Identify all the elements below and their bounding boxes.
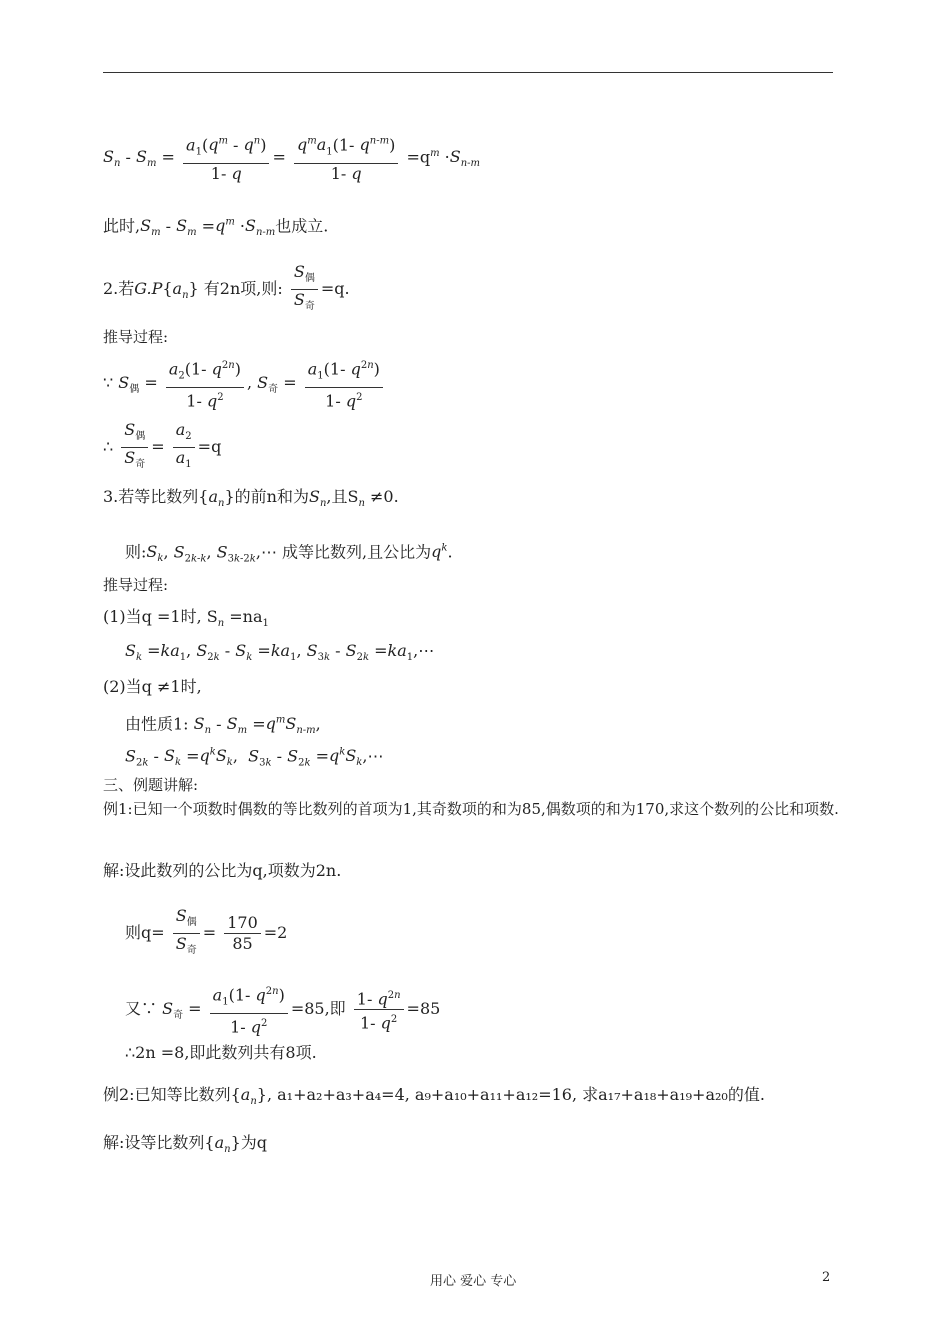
formula-ratio-q: ∴ $\frac{S_偶}{S_奇}$ = $\frac{a_2}{a_1}$ =q	[103, 420, 221, 475]
example-1-odd-sum: 又∵ $S_奇$ = $\frac{a_1(1- q^{2n})}{1- q^2}$ =85,即 $\frac{1- q^{2n}}{1- q^2}$ =85	[125, 985, 441, 1036]
property-3-conclusion: 则$:S_k$, $S_{2k-k}$, $S_{3k-2k},\cdots$ 成等比数列,且公比为$q^k$.	[125, 542, 453, 565]
example-2-text: 例2:已知等比数列$\{a_n\}$, a₁+a₂+a₃+a₄=4, a₉+a₁₀+a₁₁+a₁₂=16, 求a₁₇+a₁₈+a₁₉+a₂₀的值.	[103, 1085, 765, 1108]
footer-text: 用心 爱心 专心	[430, 1274, 517, 1289]
case-2: (2)当q ≠1时,	[103, 677, 202, 696]
case-2-property: 由性质1: $S_n - S_m =q^mS_{n-m}$,	[125, 714, 321, 737]
section-title: 三、例题讲解:	[103, 776, 199, 794]
example-2-solution: 解:设等比数列$\{a_n\}$为q	[103, 1133, 268, 1156]
derive-heading-2: 推导过程:	[103, 576, 169, 594]
case-1-detail: $S_k =ka_1$, $S_{2k} - S_k =ka_1$, $S_{3k} - S_{2k}$ $=ka_1,\cdots$	[125, 641, 435, 664]
formula-s-even-odd: ∵ $S_偶$ = $\frac{a_2(1- q^{2n})}{1- q^2}$ , $S_奇$ = $\frac{a_1(1- q^{2n})}{1- q^2}$	[103, 356, 386, 411]
formula-sn-minus-sm: $S_n - S_m$ = $\frac{a_1(q^m - q^n)}{1- q}$ = $\frac{q^ma_1(1- q^{n-m})}{1- q}$ $=q^m \cdot S_{n-m}$	[103, 135, 481, 183]
example-1-conclusion: ∴2n =8,即此数列共有8项.	[125, 1043, 317, 1062]
case-1: (1)当q =1时, $S_n =na_1$	[103, 607, 269, 630]
case-2-detail: $S_{2k} - S_k =q^kS_k$, $S_{3k} - S_{2k}$ $=q^kS_k,\cdots$	[125, 746, 384, 769]
page-number: 2	[822, 1270, 831, 1285]
property-2: 2.若$G.P\{a_n\}$ 有2n项,则: $\frac{S_偶}{S_奇}$ =q.	[103, 262, 350, 317]
example-1-solution: 解:设此数列的公比为q,项数为2n.	[103, 861, 342, 880]
header-rule	[103, 72, 833, 73]
example-1-q: 则q= $\frac{S_偶}{S_奇}$ = $\frac{170}{85}$ =2	[125, 906, 287, 961]
derive-heading-1: 推导过程:	[103, 328, 169, 346]
property-3: 3.若等比数列$\{a_n\}$的前n和为$S_n$,且$S_n \ne 0$.	[103, 487, 399, 510]
statement-also-holds: 此时$,S_m - S_m =q^m \cdot S_{n-m}$也成立.	[103, 216, 329, 239]
example-1-text: 例1:已知一个项数时偶数的等比数列的首项为1,其奇数项的和为85,偶数项的和为170,求这个数列的公比和项数.	[103, 800, 839, 818]
